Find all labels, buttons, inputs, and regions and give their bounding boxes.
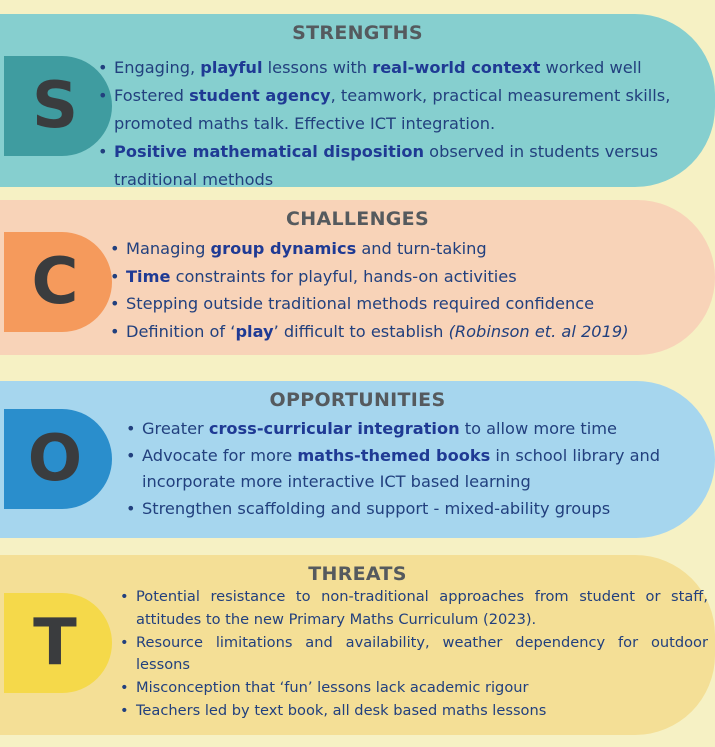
text-segment: observed in students versus traditional methods (114, 142, 659, 189)
text-segment: ’ difficult to establish (273, 321, 449, 341)
text-segment: Stepping outside traditional methods required confidence (126, 294, 595, 313)
challenges-panel (0, 200, 715, 355)
bold-phrase: real-world context (372, 58, 541, 77)
bold-phrase: maths-themed books (297, 445, 491, 465)
text-segment: constraints for playful, hands-on activities (170, 266, 517, 286)
text-segment: Managing (126, 239, 211, 258)
strengths-title: STRENGTHS (292, 22, 423, 44)
threats-title: THREATS (308, 563, 407, 585)
text-segment: Potential resistance to non-traditional approaches from student or staff, attitudes to the new Primary Maths Curriculum (2023). (136, 588, 708, 628)
bullet-point (96, 54, 708, 82)
text-segment: Definition of ‘ (126, 321, 236, 341)
text-segment: Misconception that ‘fun’ lessons lack academic rigour (136, 679, 529, 697)
italic-citation: (Robinson et. al 2019) (448, 321, 629, 341)
opportunities-list (124, 416, 708, 522)
bullet-point (118, 632, 708, 678)
challenges-letter: C (31, 245, 79, 319)
text-segment: Teachers led by text book, all desk based maths lessons (136, 701, 547, 719)
text-segment: Greater (142, 419, 209, 438)
challenges-badge (4, 232, 112, 332)
strengths-list (96, 54, 708, 194)
threats-panel (0, 555, 715, 735)
opportunities-letter: O (27, 422, 83, 496)
bold-phrase: Time (126, 266, 171, 286)
bullet-point (108, 263, 708, 291)
bullet-point (108, 290, 708, 318)
challenges-list (108, 235, 708, 345)
text-segment: to allow more time (459, 419, 617, 438)
threats-list (118, 586, 708, 723)
text-segment: Resource limitations and availability, weather dependency for outdoor lessons (136, 633, 708, 674)
strengths-letter: S (31, 69, 79, 143)
text-segment: in school library and incorporate more interactive ICT based learning (142, 445, 661, 491)
text-segment: Fostered (114, 86, 190, 105)
threats-badge (4, 593, 112, 693)
text-segment: Strengthen scaffolding and support - mixed-ability groups (142, 498, 611, 518)
bullet-point (108, 235, 708, 263)
text-segment: Advocate for more (142, 445, 298, 465)
strengths-panel (0, 14, 715, 187)
bullet-point (118, 700, 708, 723)
opportunities-title: OPPORTUNITIES (269, 389, 446, 411)
bullet-point (118, 677, 708, 700)
bullet-point (108, 318, 708, 346)
text-segment: Engaging, (114, 58, 201, 77)
bullet-point (96, 82, 708, 138)
text-segment: lessons with (262, 58, 373, 77)
bold-phrase: student agency (189, 86, 331, 105)
challenges-title: CHALLENGES (286, 208, 429, 230)
text-segment: worked well (540, 58, 642, 77)
bullet-point (124, 443, 708, 496)
bold-phrase: Positive mathematical disposition (114, 142, 425, 161)
bullet-point (124, 416, 708, 443)
bold-phrase: cross-curricular integration (208, 419, 460, 438)
threats-letter: T (33, 606, 77, 680)
bold-phrase: play (235, 321, 274, 341)
bullet-point (96, 138, 708, 194)
bold-phrase: group dynamics (210, 239, 357, 258)
bold-phrase: playful (200, 58, 263, 77)
bullet-point (118, 586, 708, 632)
bullet-point (124, 496, 708, 523)
text-segment: and turn-taking (356, 239, 487, 258)
text-segment: , teamwork, practical measurement skills, promoted maths talk. Effective ICT integration. (114, 86, 671, 133)
opportunities-panel (0, 381, 715, 538)
opportunities-badge (4, 409, 112, 509)
